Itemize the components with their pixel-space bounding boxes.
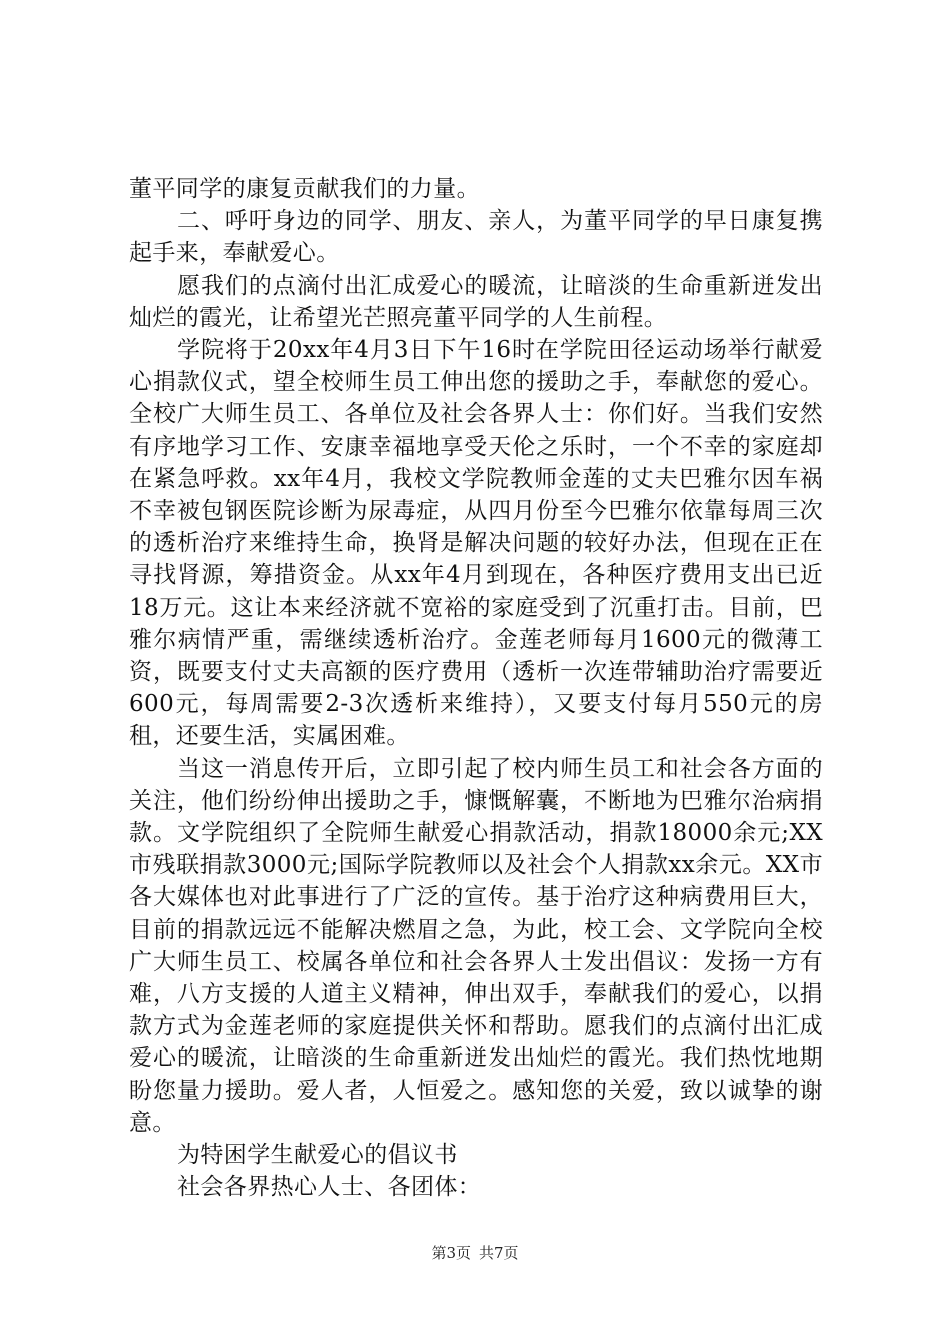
- paragraph-continuation: 董平同学的康复贡献我们的力量。: [129, 176, 480, 202]
- paragraph-donation-ceremony: 学院将于20xx年4月3日下午16时在学院田径运动场举行献爱心捐款仪式，望全校师生员工伸出您的援助之手，奉献您的爱心。全校广大师生员工、各单位及社会各界人士：你们好。当我们安然有序地学习工作、安康幸福地享受天伦之乐时，一个不幸的家庭却在紧急呼救。xx年4月，我校文学院教师金莲的丈夫巴雅尔因车祸不幸被包钢医院诊断为尿毒症，从四月份至今巴雅尔依靠每周三次的透析治疗来维持生命，换肾是解决问题的较好办法，但现在正在寻找肾源，筹措资金。从xx年4月到现在，各种医疗费用支出已近18万元。这让本来经济就不宽裕的家庭受到了沉重打击。目前，巴雅尔病情严重，需继续透析治疗。金莲老师每月1600元的微薄工资，既要支付丈夫高额的医疗费用（透析一次连带辅助治疗需要近600元，每周需要2-3次透析来维持），又要支付每月550元的房租，还要生活，实属困难。: [129, 337, 823, 750]
- paragraph-wish: 愿我们的点滴付出汇成爱心的暖流，让暗淡的生命重新迸发出灿烂的霞光，让希望光芒照亮董平同学的人生前程。: [129, 272, 823, 331]
- paragraph-response: 当这一消息传开后，立即引起了校内师生员工和社会各方面的关注，他们纷纷伸出援助之手，慷慨解囊，不断地为巴雅尔治病捐款。文学院组织了全院师生献爱心捐款活动，捐款18000余元;XX市残联捐款3000元;国际学院教师以及社会个人捐款xx余元。XX市各大媒体也对此事进行了广泛的宣传。基于治疗这种病费用巨大，目前的捐款远远不能解决燃眉之急，为此，校工会、文学院向全校广大师生员工、校属各单位和社会各界人士发出倡议：发扬一方有难，八方支援的人道主义精神，伸出双手，奉献我们的爱心，以捐款方式为金莲老师的家庭提供关怀和帮助。愿我们的点滴付出汇成爱心的暖流，让暗淡的生命重新迸发出灿烂的霞光。我们热忱地期盼您量力援助。爱人者，人恒爱之。感知您的关爱，致以诚挚的谢意。: [129, 755, 823, 1136]
- page-number: 第3页: [431, 1244, 471, 1262]
- paragraph-proposal-title: 为特困学生献爱心的倡议书: [177, 1142, 458, 1169]
- paragraph-appeal-item-two: 二、呼吁身边的同学、朋友、亲人，为董平同学的早日康复携起手来，奉献爱心。: [129, 208, 823, 267]
- paragraph-salutation: 社会各界热心人士、各团体：: [177, 1174, 482, 1201]
- document-body: [129, 173, 823, 1204]
- page-footer: [0, 1242, 950, 1263]
- page-total: 共7页: [479, 1244, 519, 1262]
